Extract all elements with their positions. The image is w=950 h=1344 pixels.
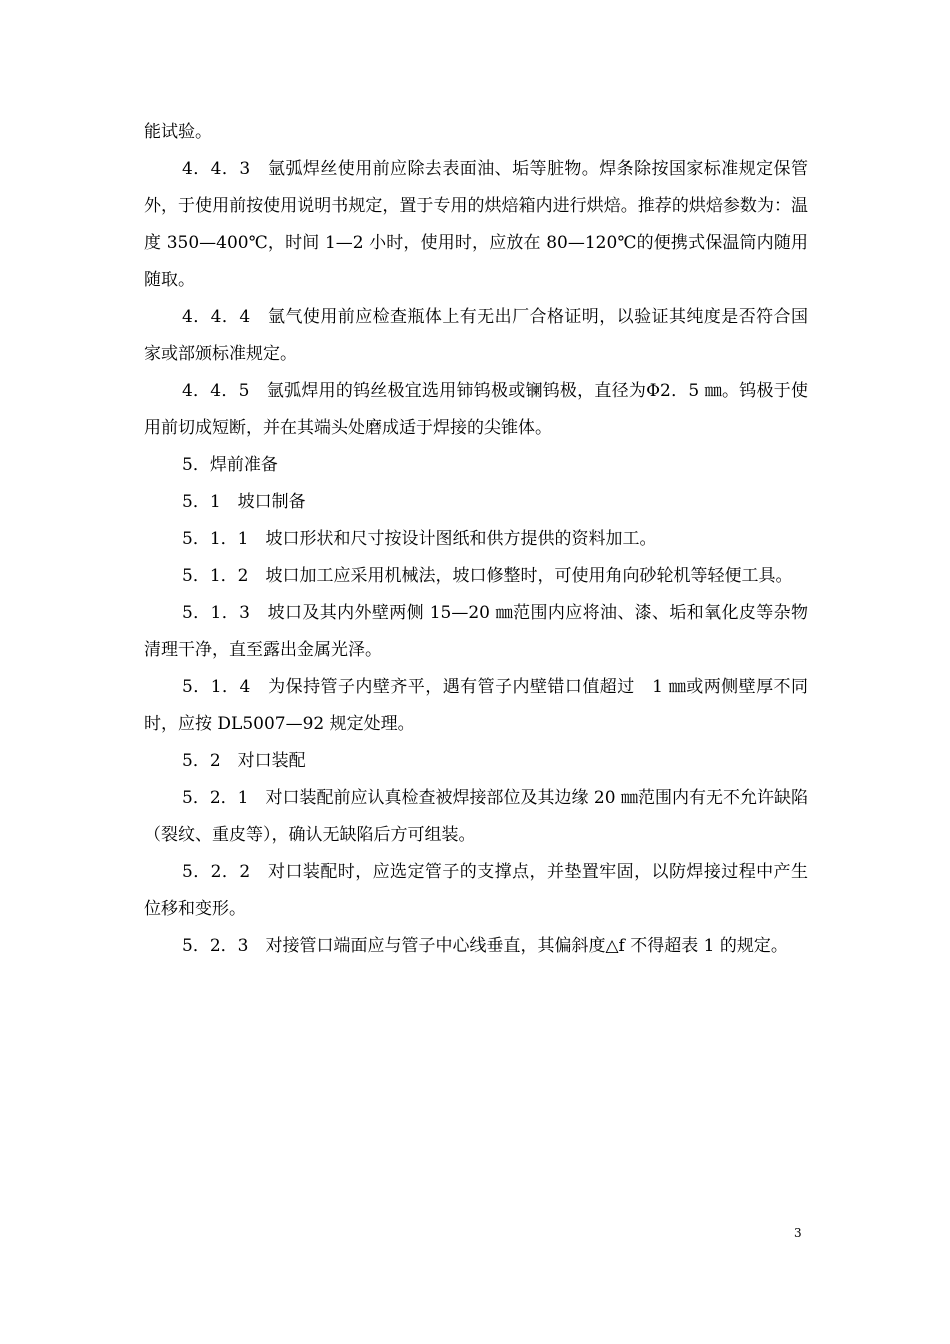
paragraph-5-1-4: 5．1．4 为保持管子内壁齐平，遇有管子内壁错口值超过 1 ㎜或两侧壁厚不同时，应按 DL5007—92 规定处理。: [144, 677, 808, 734]
paragraph-5-1-3: 5．1．3 坡口及其内外壁两侧 15—20 ㎜范围内应将油、漆、垢和氧化皮等杂物清理干净，直至露出金属光泽。: [144, 603, 808, 660]
document-body: [144, 114, 808, 965]
paragraph-5-2-2: 5．2．2 对口装配时，应选定管子的支撑点，并垫置牢固，以防焊接过程中产生位移和变形。: [144, 862, 808, 919]
page-number: 3: [794, 1226, 802, 1240]
paragraph-4-4-4: 4．4．4 氩气使用前应检查瓶体上有无出厂合格证明，以验证其纯度是否符合国家或部颁标准规定。: [144, 307, 808, 364]
subsection-heading-5-1: 5．1 坡口制备: [182, 492, 306, 512]
section-heading-5: 5．焊前准备: [182, 455, 278, 475]
paragraph-continuation: 能试验。: [144, 122, 212, 142]
paragraph-5-1-1: 5．1．1 坡口形状和尺寸按设计图纸和供方提供的资料加工。: [182, 529, 657, 549]
paragraph-4-4-5: 4．4．5 氩弧焊用的钨丝极宜选用铈钨极或镧钨极，直径为Φ2．5 ㎜。钨极于使用前切成短断，并在其端头处磨成适于焊接的尖锥体。: [144, 381, 808, 438]
paragraph-5-2-1: 5．2．1 对口装配前应认真检查被焊接部位及其边缘 20 ㎜范围内有无不允许缺陷（裂纹、重皮等），确认无缺陷后方可组装。: [144, 788, 808, 845]
paragraph-5-2-3: 5．2．3 对接管口端面应与管子中心线垂直，其偏斜度△f 不得超表 1 的规定。: [182, 936, 788, 956]
paragraph-4-4-3: 4．4．3 氩弧焊丝使用前应除去表面油、垢等脏物。焊条除按国家标准规定保管外，于使用前按使用说明书规定，置于专用的烘焙箱内进行烘焙。推荐的烘焙参数为：温度 350—400℃，时间 1—2 小时，使用时，应放在 80—120℃的便携式保温筒内随用随取。: [144, 159, 808, 290]
subsection-heading-5-2: 5．2 对口装配: [182, 751, 306, 771]
paragraph-5-1-2: 5．1．2 坡口加工应采用机械法，坡口修整时，可使用角向砂轮机等轻便工具。: [182, 566, 793, 586]
